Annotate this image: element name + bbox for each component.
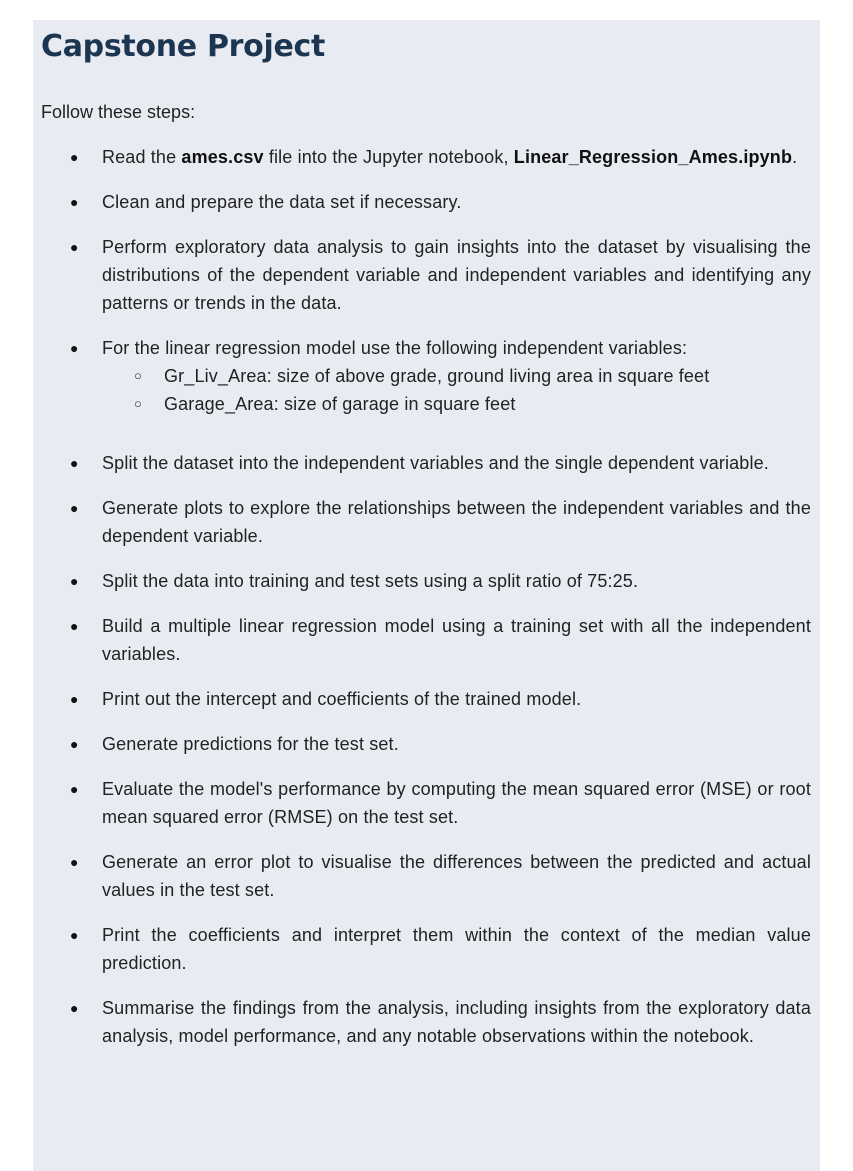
bullet-icon: ●	[70, 340, 79, 356]
step-text-pre: Read the	[102, 147, 182, 167]
sub-list-item	[102, 362, 811, 390]
step-text: Generate predictions for the test set.	[102, 734, 399, 754]
list-item	[41, 994, 811, 1050]
bullet-icon: ●	[70, 455, 79, 471]
hollow-bullet-icon: ○	[134, 396, 143, 411]
step-text: Split the data into training and test sets using a split ratio of 75:25.	[102, 571, 639, 591]
bullet-icon: ●	[70, 500, 79, 516]
list-item	[41, 775, 811, 831]
step-text: Print out the intercept and coefficients of the trained model.	[102, 689, 582, 709]
bullet-icon: ●	[70, 239, 79, 255]
list-item	[41, 188, 811, 216]
list-item	[41, 567, 811, 595]
filename-text: ames.csv	[181, 147, 264, 167]
list-item	[41, 449, 811, 477]
bullet-icon: ●	[70, 149, 79, 165]
step-text: Split the dataset into the independent variables and the single dependent variable.	[102, 453, 769, 473]
step-text: Summarise the findings from the analysis, including insights from the exploratory data analysis, model performance, and any notable observations within the notebook.	[102, 998, 811, 1046]
list-item	[41, 494, 811, 550]
bullet-icon: ●	[70, 927, 79, 943]
step-text: Clean and prepare the data set if necessary.	[102, 192, 462, 212]
list-item	[41, 730, 811, 758]
bullet-icon: ●	[70, 736, 79, 752]
sub-list	[102, 362, 811, 418]
step-text: Evaluate the model's performance by computing the mean squared error (MSE) or root mean squared error (RMSE) on the test set.	[102, 779, 811, 827]
sub-item-text: Garage_Area: size of garage in square feet	[164, 394, 516, 414]
step-text: Build a multiple linear regression model using a training set with all the independent variables.	[102, 616, 811, 664]
step-text-mid: file into the Jupyter notebook,	[263, 147, 514, 167]
list-item	[41, 233, 811, 317]
sub-item-text: Gr_Liv_Area: size of above grade, ground living area in square feet	[164, 366, 710, 386]
step-text-post: .	[792, 147, 798, 167]
list-item	[41, 685, 811, 713]
hollow-bullet-icon: ○	[134, 368, 143, 383]
steps-list	[41, 143, 811, 1050]
list-item	[41, 143, 811, 171]
list-item	[41, 921, 811, 977]
bullet-icon: ●	[70, 194, 79, 210]
list-item	[41, 334, 811, 418]
bullet-icon: ●	[70, 573, 79, 589]
page-title: Capstone Project	[41, 29, 326, 64]
intro-text: Follow these steps:	[41, 102, 196, 122]
content-panel	[33, 20, 820, 1171]
step-text: Perform exploratory data analysis to gain insights into the dataset by visualising the distributions of the dependent variable and independent variables and identifying any patterns or trends in the data.	[102, 237, 811, 313]
bullet-icon: ●	[70, 781, 79, 797]
step-text: For the linear regression model use the following independent variables:	[102, 338, 688, 358]
step-text: Generate plots to explore the relationships between the independent variables and the dependent variable.	[102, 498, 811, 546]
step-text: Generate an error plot to visualise the differences between the predicted and actual values in the test set.	[102, 852, 811, 900]
bullet-icon: ●	[70, 691, 79, 707]
sub-list-item	[102, 390, 811, 418]
list-item	[41, 612, 811, 668]
step-text: Print the coefficients and interpret them within the context of the median value prediction.	[102, 925, 811, 973]
notebook-name-text: Linear_Regression_Ames.ipynb	[513, 147, 793, 167]
list-item	[41, 848, 811, 904]
bullet-icon: ●	[70, 618, 79, 634]
bullet-icon: ●	[70, 1000, 79, 1016]
bullet-icon: ●	[70, 854, 79, 870]
